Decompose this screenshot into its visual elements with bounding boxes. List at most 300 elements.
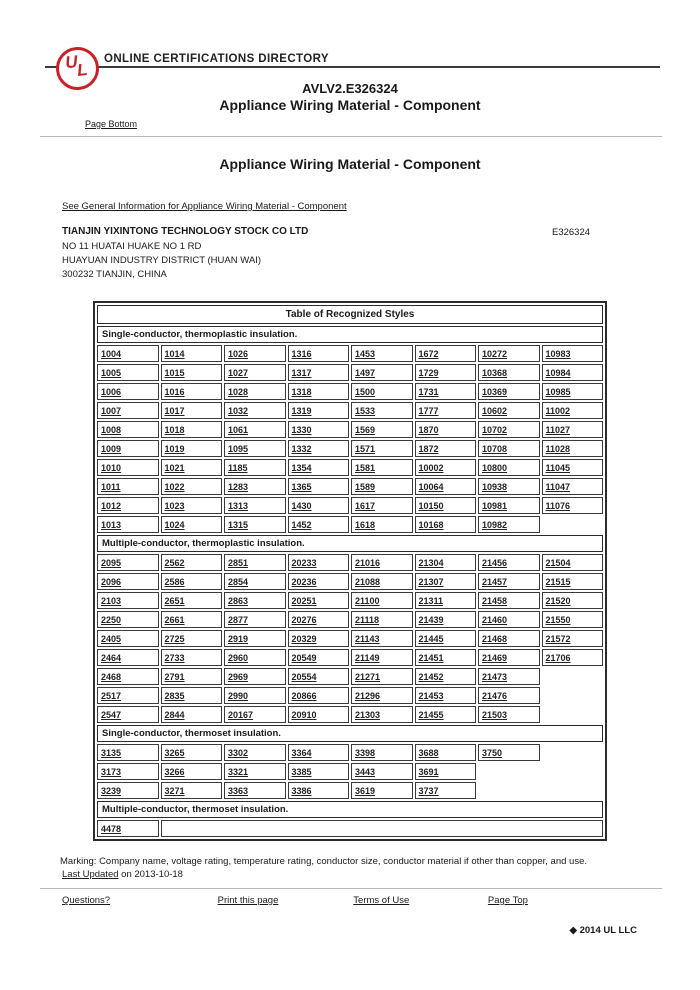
- style-link[interactable]: 3750: [482, 747, 503, 758]
- style-cell: [478, 516, 540, 533]
- style-cell: [161, 497, 223, 514]
- print-this-page-link[interactable]: Print this page: [217, 895, 279, 906]
- table-row: [97, 478, 603, 495]
- style-link[interactable]: 1617: [355, 500, 376, 511]
- ul-logo-letter-l: L: [76, 60, 89, 80]
- style-cell: [97, 668, 159, 685]
- table-row: [97, 402, 603, 419]
- style-cell: [351, 383, 413, 400]
- style-cell: [97, 687, 159, 704]
- style-cell: [288, 440, 350, 457]
- style-link[interactable]: 2464: [101, 652, 122, 663]
- style-link[interactable]: 3173: [101, 766, 122, 777]
- style-link[interactable]: 1318: [291, 386, 312, 397]
- style-link[interactable]: 21451: [418, 652, 444, 663]
- style-cell: [288, 573, 350, 590]
- company-name: TIANJIN YIXINTONG TECHNOLOGY STOCK CO LTD: [62, 226, 309, 237]
- style-cell: [351, 687, 413, 704]
- style-link[interactable]: 10800: [482, 462, 508, 473]
- style-link[interactable]: 3239: [101, 785, 122, 796]
- style-link[interactable]: 2725: [164, 633, 185, 644]
- style-link[interactable]: 3737: [418, 785, 439, 796]
- table-row: [97, 554, 603, 571]
- style-link[interactable]: 2969: [228, 671, 249, 682]
- style-link[interactable]: 1005: [101, 367, 122, 378]
- general-information-link[interactable]: See General Information for Appliance Wiring Material - Component: [62, 201, 347, 212]
- style-cell: [542, 611, 604, 628]
- style-link[interactable]: 21457: [482, 576, 508, 587]
- style-link[interactable]: 21572: [545, 633, 571, 644]
- style-link[interactable]: 1012: [101, 500, 122, 511]
- style-cell: [415, 573, 477, 590]
- style-link[interactable]: 21439: [418, 614, 444, 625]
- style-link[interactable]: 1013: [101, 519, 122, 530]
- style-link[interactable]: 1430: [291, 500, 312, 511]
- style-link[interactable]: 21504: [545, 557, 571, 568]
- style-link[interactable]: 1011: [101, 481, 121, 492]
- style-link[interactable]: 21311: [418, 595, 444, 606]
- style-link[interactable]: 1017: [164, 405, 185, 416]
- style-cell: [288, 516, 350, 533]
- style-link[interactable]: 1007: [101, 405, 122, 416]
- style-cell: [478, 402, 540, 419]
- style-link[interactable]: 3386: [291, 785, 312, 796]
- style-link[interactable]: 20549: [291, 652, 317, 663]
- style-cell: [351, 345, 413, 362]
- style-link[interactable]: 10168: [418, 519, 444, 530]
- style-cell: [161, 592, 223, 609]
- style-cell: [288, 383, 350, 400]
- style-cell: [351, 573, 413, 590]
- table-row: [97, 706, 603, 723]
- style-link[interactable]: 3691: [418, 766, 439, 777]
- style-cell: [288, 364, 350, 381]
- style-cell: [478, 478, 540, 495]
- style-link[interactable]: 1283: [228, 481, 249, 492]
- style-cell: [288, 554, 350, 571]
- style-cell: [542, 459, 604, 476]
- style-link[interactable]: 21468: [482, 633, 508, 644]
- style-link[interactable]: 1569: [355, 424, 376, 435]
- style-link[interactable]: 1777: [418, 405, 439, 416]
- style-link[interactable]: 21088: [355, 576, 381, 587]
- style-link[interactable]: 3619: [355, 785, 376, 796]
- style-link[interactable]: 10938: [482, 481, 508, 492]
- style-link[interactable]: 21706: [545, 652, 571, 663]
- style-cell: [161, 383, 223, 400]
- style-link[interactable]: 1014: [164, 348, 185, 359]
- style-link[interactable]: 1016: [164, 386, 185, 397]
- style-link[interactable]: 1581: [355, 462, 376, 473]
- style-link[interactable]: 11028: [545, 443, 571, 454]
- style-link[interactable]: 10002: [418, 462, 444, 473]
- style-link[interactable]: 21100: [355, 595, 380, 606]
- style-cell: [97, 345, 159, 362]
- style-cell: [478, 459, 540, 476]
- style-link[interactable]: 3135: [101, 747, 122, 758]
- style-link[interactable]: 21455: [418, 709, 444, 720]
- page-title: Appliance Wiring Material - Component: [219, 156, 481, 172]
- style-cell: [161, 687, 223, 704]
- style-link[interactable]: 1313: [228, 500, 249, 511]
- table-row: [97, 687, 603, 704]
- style-cell: [478, 592, 540, 609]
- style-link[interactable]: 1028: [228, 386, 249, 397]
- style-cell: [415, 706, 477, 723]
- style-cell: [161, 668, 223, 685]
- style-link[interactable]: 2844: [164, 709, 185, 720]
- style-link[interactable]: 21503: [482, 709, 508, 720]
- style-link[interactable]: 10368: [482, 367, 508, 378]
- style-link[interactable]: 1008: [101, 424, 122, 435]
- table-row: [97, 611, 603, 628]
- style-cell: [542, 364, 604, 381]
- style-cell: [161, 516, 223, 533]
- style-link[interactable]: 1872: [418, 443, 439, 454]
- style-link[interactable]: 3363: [228, 785, 249, 796]
- style-link[interactable]: 21460: [482, 614, 508, 625]
- company-address-line1: NO 11 HUATAI HUAKE NO 1 RD: [62, 241, 202, 252]
- style-cell: [161, 440, 223, 457]
- style-link[interactable]: 4478: [101, 823, 122, 834]
- style-cell: [415, 592, 477, 609]
- style-link[interactable]: 2863: [228, 595, 249, 606]
- style-cell: [224, 668, 286, 685]
- table-row: [97, 383, 603, 400]
- style-cell: [415, 478, 477, 495]
- style-cell: [415, 687, 477, 704]
- style-link[interactable]: 1026: [228, 348, 249, 359]
- style-link[interactable]: 1024: [164, 519, 185, 530]
- section-header: Single-conductor, thermoplastic insulation.: [97, 326, 603, 343]
- style-link[interactable]: 20866: [291, 690, 317, 701]
- style-cell: [224, 383, 286, 400]
- style-link[interactable]: 2960: [228, 652, 249, 663]
- style-link[interactable]: 3265: [164, 747, 185, 758]
- style-cell: [288, 421, 350, 438]
- style-link[interactable]: 1571: [355, 443, 376, 454]
- style-cell: [288, 782, 350, 799]
- style-link[interactable]: 20910: [291, 709, 317, 720]
- style-cell: [478, 345, 540, 362]
- style-cell: [224, 649, 286, 666]
- style-link[interactable]: 20251: [291, 595, 317, 606]
- style-cell: [351, 421, 413, 438]
- style-link[interactable]: 10981: [482, 500, 508, 511]
- style-link[interactable]: 20236: [291, 576, 317, 587]
- directory-title: ONLINE CERTIFICATIONS DIRECTORY: [104, 53, 329, 65]
- style-link[interactable]: 2919: [228, 633, 249, 644]
- style-link[interactable]: 1009: [101, 443, 122, 454]
- style-cell: [97, 763, 159, 780]
- style-link[interactable]: 2095: [101, 557, 122, 568]
- style-link[interactable]: 21515: [545, 576, 571, 587]
- style-link[interactable]: 1021: [164, 462, 185, 473]
- style-link[interactable]: 1589: [355, 481, 376, 492]
- style-link[interactable]: 1315: [228, 519, 249, 530]
- style-cell: [97, 592, 159, 609]
- style-link[interactable]: 2733: [164, 652, 185, 663]
- style-link[interactable]: 1027: [228, 367, 249, 378]
- style-link[interactable]: 2103: [101, 595, 122, 606]
- style-link[interactable]: 2468: [101, 671, 122, 682]
- horizontal-rule-top: [40, 136, 662, 137]
- style-cell: [288, 744, 350, 761]
- style-cell: [415, 364, 477, 381]
- style-link[interactable]: 21303: [355, 709, 381, 720]
- style-link[interactable]: 10982: [482, 519, 508, 530]
- style-link[interactable]: 21453: [418, 690, 444, 701]
- style-link[interactable]: 3443: [355, 766, 376, 777]
- style-link[interactable]: 1500: [355, 386, 376, 397]
- style-cell: [542, 440, 604, 457]
- style-link[interactable]: 1023: [164, 500, 185, 511]
- last-updated-date: on 2013-10-18: [118, 869, 183, 880]
- style-link[interactable]: 10985: [545, 386, 571, 397]
- style-cell: [161, 459, 223, 476]
- style-link[interactable]: 21296: [355, 690, 381, 701]
- style-link[interactable]: 1015: [164, 367, 185, 378]
- style-link[interactable]: 2405: [101, 633, 122, 644]
- table-row: [97, 421, 603, 438]
- style-link[interactable]: 11047: [545, 481, 571, 492]
- style-link[interactable]: 1332: [291, 443, 312, 454]
- style-cell: [288, 649, 350, 666]
- style-link[interactable]: 1185: [228, 462, 248, 473]
- style-cell: [224, 744, 286, 761]
- style-link[interactable]: 1870: [418, 424, 439, 435]
- style-cell: [351, 592, 413, 609]
- style-cell: [224, 554, 286, 571]
- style-link[interactable]: 3398: [355, 747, 376, 758]
- style-link[interactable]: 2661: [164, 614, 185, 625]
- style-link[interactable]: 21473: [482, 671, 508, 682]
- style-cell: [288, 592, 350, 609]
- style-link[interactable]: 1365: [291, 481, 312, 492]
- style-link[interactable]: 21550: [545, 614, 571, 625]
- style-cell: [97, 820, 159, 837]
- style-cell: [478, 440, 540, 457]
- style-cell: [542, 573, 604, 590]
- style-cell: [224, 706, 286, 723]
- table-row: [97, 440, 603, 457]
- style-cell: [542, 345, 604, 362]
- style-link[interactable]: 10272: [482, 348, 508, 359]
- style-cell: [97, 478, 159, 495]
- style-link[interactable]: 1354: [291, 462, 312, 473]
- style-cell: [97, 421, 159, 438]
- style-link[interactable]: 2854: [228, 576, 249, 587]
- style-link[interactable]: 21118: [355, 614, 380, 625]
- ul-logo-letter-u: U: [64, 52, 79, 73]
- style-link[interactable]: 1453: [355, 348, 376, 359]
- last-updated-line: [62, 869, 183, 880]
- style-cell: [288, 345, 350, 362]
- style-cell: [161, 649, 223, 666]
- table-row: [97, 497, 603, 514]
- style-cell: [415, 649, 477, 666]
- style-link[interactable]: 21520: [545, 595, 571, 606]
- table-row: [97, 364, 603, 381]
- style-link[interactable]: 1019: [164, 443, 185, 454]
- style-link[interactable]: 3688: [418, 747, 439, 758]
- style-cell: [478, 706, 540, 723]
- page-bottom-link[interactable]: Page Bottom: [85, 119, 138, 129]
- style-link[interactable]: 3385: [291, 766, 312, 777]
- style-link[interactable]: 20233: [291, 557, 317, 568]
- style-link[interactable]: 1731: [418, 386, 439, 397]
- style-cell: [415, 421, 477, 438]
- style-link[interactable]: 2835: [164, 690, 185, 701]
- style-link[interactable]: 21149: [355, 652, 380, 663]
- style-cell: [415, 782, 477, 799]
- page-top-link[interactable]: Page Top: [487, 895, 528, 906]
- style-link[interactable]: 1316: [291, 348, 312, 359]
- terms-of-use-link[interactable]: Terms of Use: [353, 895, 410, 906]
- style-cell: [97, 516, 159, 533]
- style-link[interactable]: 1618: [355, 519, 376, 530]
- style-link[interactable]: 11002: [545, 405, 571, 416]
- style-cell: [542, 402, 604, 419]
- style-link[interactable]: 1330: [291, 424, 312, 435]
- style-cell: [224, 592, 286, 609]
- style-cell: [97, 364, 159, 381]
- table-title: Table of Recognized Styles: [97, 305, 603, 324]
- style-link[interactable]: 2990: [228, 690, 249, 701]
- section-header: Multiple-conductor, thermoplastic insulation.: [97, 535, 603, 552]
- style-cell: [415, 611, 477, 628]
- style-cell: [288, 630, 350, 647]
- style-link[interactable]: 2651: [164, 595, 185, 606]
- style-cell: [415, 630, 477, 647]
- style-link[interactable]: 11076: [545, 500, 571, 511]
- style-link[interactable]: 3302: [228, 747, 249, 758]
- style-link[interactable]: 11027: [545, 424, 571, 435]
- style-link[interactable]: 21456: [482, 557, 508, 568]
- table-row: [97, 763, 603, 780]
- style-link[interactable]: 3321: [228, 766, 249, 777]
- style-cell: [224, 782, 286, 799]
- style-link[interactable]: 1010: [101, 462, 122, 473]
- style-link[interactable]: 1729: [418, 367, 439, 378]
- style-cell: [97, 706, 159, 723]
- category-title: Appliance Wiring Material - Component: [219, 97, 481, 113]
- style-link[interactable]: 10064: [418, 481, 444, 492]
- style-link[interactable]: 11045: [545, 462, 571, 473]
- style-cell: [161, 782, 223, 799]
- style-cell: [161, 345, 223, 362]
- style-link[interactable]: 20276: [291, 614, 317, 625]
- style-link[interactable]: 1672: [418, 348, 439, 359]
- style-link[interactable]: 1533: [355, 405, 376, 416]
- style-link[interactable]: 20554: [291, 671, 317, 682]
- style-link[interactable]: 2250: [101, 614, 122, 625]
- style-link[interactable]: 21458: [482, 595, 508, 606]
- style-link[interactable]: 1006: [101, 386, 122, 397]
- style-link[interactable]: 1095: [228, 443, 249, 454]
- last-updated-link[interactable]: Last Updated: [62, 869, 119, 880]
- style-cell: [351, 763, 413, 780]
- table-row: [97, 820, 603, 837]
- style-cell: [161, 744, 223, 761]
- style-cell: [224, 459, 286, 476]
- style-link[interactable]: 21016: [355, 557, 381, 568]
- style-cell: [478, 421, 540, 438]
- style-link[interactable]: 1018: [164, 424, 185, 435]
- style-link[interactable]: 10602: [482, 405, 508, 416]
- style-link[interactable]: 21476: [482, 690, 508, 701]
- style-cell: [351, 649, 413, 666]
- style-link[interactable]: 2547: [101, 709, 122, 720]
- style-link[interactable]: 21304: [418, 557, 444, 568]
- style-link[interactable]: 1022: [164, 481, 185, 492]
- style-cell: [415, 459, 477, 476]
- style-link[interactable]: 1032: [228, 405, 249, 416]
- style-link[interactable]: 1061: [228, 424, 249, 435]
- style-link[interactable]: 1497: [355, 367, 376, 378]
- table-row: [97, 782, 603, 799]
- style-link[interactable]: 2851: [228, 557, 249, 568]
- table-row: [97, 649, 603, 666]
- style-link[interactable]: 20329: [291, 633, 317, 644]
- style-link[interactable]: 21271: [355, 671, 381, 682]
- style-link[interactable]: 10150: [418, 500, 444, 511]
- style-cell: [97, 630, 159, 647]
- style-cell: [224, 478, 286, 495]
- section-header: Single-conductor, thermoset insulation.: [97, 725, 603, 742]
- style-link[interactable]: 1319: [291, 405, 312, 416]
- style-cell: [478, 364, 540, 381]
- style-link[interactable]: 1004: [101, 348, 122, 359]
- style-cell: [97, 383, 159, 400]
- style-link[interactable]: 2791: [164, 671, 185, 682]
- table-row: [97, 668, 603, 685]
- style-cell: [97, 459, 159, 476]
- style-cell: [415, 440, 477, 457]
- style-cell: [478, 668, 540, 685]
- style-link[interactable]: 3364: [291, 747, 312, 758]
- style-link[interactable]: 10984: [545, 367, 571, 378]
- style-link[interactable]: 21445: [418, 633, 444, 644]
- style-link[interactable]: 10983: [545, 348, 571, 359]
- style-link[interactable]: 3271: [164, 785, 185, 796]
- style-cell: [351, 497, 413, 514]
- style-link[interactable]: 10369: [482, 386, 508, 397]
- style-link[interactable]: 2096: [101, 576, 122, 587]
- style-link[interactable]: 3266: [164, 766, 185, 777]
- style-link[interactable]: 20167: [228, 709, 254, 720]
- style-link[interactable]: 2877: [228, 614, 249, 625]
- style-link[interactable]: 1452: [291, 519, 312, 530]
- style-cell: [97, 573, 159, 590]
- style-link[interactable]: 10708: [482, 443, 508, 454]
- style-link[interactable]: 21307: [418, 576, 444, 587]
- style-cell: [542, 630, 604, 647]
- style-link[interactable]: 2562: [164, 557, 185, 568]
- style-link[interactable]: 21143: [355, 633, 380, 644]
- style-link[interactable]: 1317: [291, 367, 312, 378]
- style-link[interactable]: 10702: [482, 424, 508, 435]
- style-link[interactable]: 2517: [101, 690, 122, 701]
- style-cell: [351, 459, 413, 476]
- table-row: [97, 345, 603, 362]
- style-link[interactable]: 21469: [482, 652, 508, 663]
- questions-link[interactable]: Questions?: [62, 895, 111, 906]
- style-link[interactable]: 2586: [164, 576, 185, 587]
- style-cell: [415, 744, 477, 761]
- style-link[interactable]: 21452: [418, 671, 444, 682]
- style-cell: [224, 497, 286, 514]
